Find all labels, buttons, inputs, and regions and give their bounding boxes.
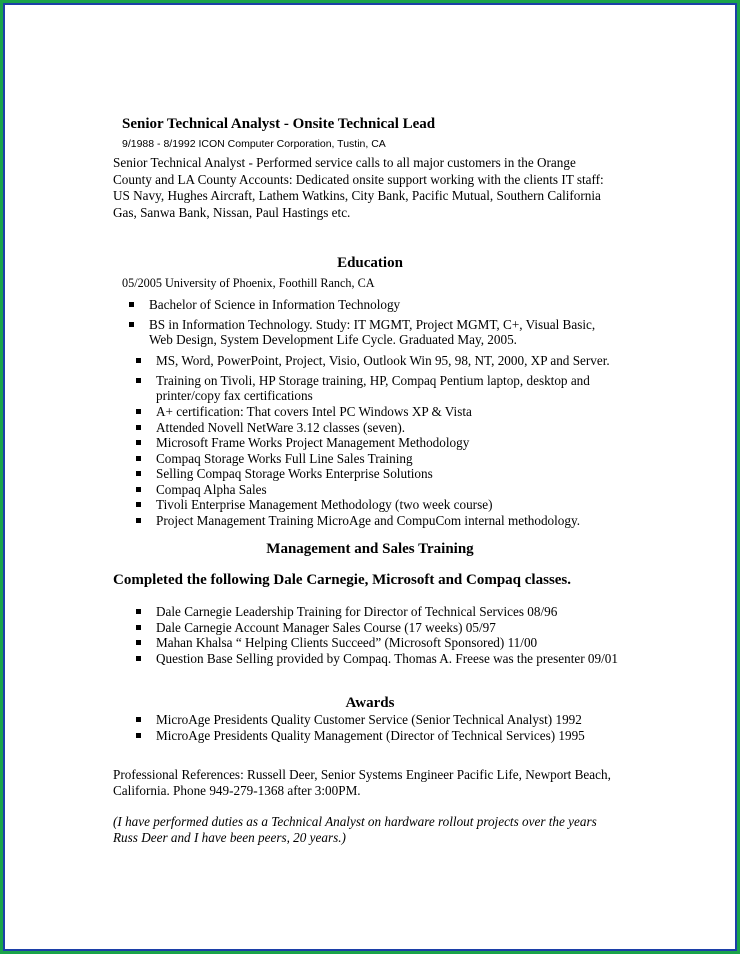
- list-item: Microsoft Frame Works Project Management Methodology: [156, 435, 626, 451]
- bullet-icon: [136, 625, 141, 630]
- bullet-icon: [136, 609, 141, 614]
- list-item: Selling Compaq Storage Works Enterprise Solutions: [156, 466, 626, 482]
- bullet-icon: [136, 518, 141, 523]
- awards-list: [156, 712, 626, 743]
- awards-heading: Awards: [345, 695, 395, 711]
- education-list-training: [156, 353, 626, 408]
- list-item: Tivoli Enterprise Management Methodology (two week course): [156, 497, 626, 513]
- bullet-icon: [136, 640, 141, 645]
- list-item: Mahan Khalsa “ Helping Clients Succeed” (Microsoft Sponsored) 11/00: [156, 635, 626, 651]
- list-item: Question Base Selling provided by Compaq. Thomas A. Freese was the presenter 09/01: [156, 651, 626, 667]
- list-item: Attended Novell NetWare 3.12 classes (seven).: [156, 420, 626, 436]
- bullet-icon: [136, 502, 141, 507]
- bullet-icon: [136, 717, 141, 722]
- list-item: Bachelor of Science in Information Technology: [149, 297, 619, 313]
- bullet-icon: [129, 302, 134, 307]
- bullet-icon: [136, 358, 141, 363]
- bullet-icon: [136, 471, 141, 476]
- bullet-icon: [129, 322, 134, 327]
- bullet-icon: [136, 440, 141, 445]
- management-heading: Management and Sales Training: [266, 541, 474, 557]
- job-dates-company: 9/1988 - 8/1992 ICON Computer Corporation, Tustin, CA: [122, 138, 386, 150]
- list-item: MS, Word, PowerPoint, Project, Visio, Outlook Win 95, 98, NT, 2000, XP and Server.: [156, 353, 626, 369]
- list-item: Training on Tivoli, HP Storage training, HP, Compaq Pentium laptop, desktop and printer/copy fax certifications: [156, 373, 626, 404]
- bullet-icon: [136, 656, 141, 661]
- list-item: Compaq Storage Works Full Line Sales Training: [156, 451, 626, 467]
- bullet-icon: [136, 733, 141, 738]
- management-training-list: [156, 604, 626, 666]
- completed-classes-heading: Completed the following Dale Carnegie, Microsoft and Compaq classes.: [113, 572, 572, 588]
- list-item: MicroAge Presidents Quality Customer Service (Senior Technical Analyst) 1992: [156, 712, 626, 728]
- list-item: Project Management Training MicroAge and CompuCom internal methodology.: [156, 513, 626, 529]
- list-item: Dale Carnegie Account Manager Sales Course (17 weeks) 05/97: [156, 620, 626, 636]
- bullet-icon: [136, 425, 141, 430]
- education-heading: Education: [337, 255, 403, 271]
- job-description: Senior Technical Analyst - Performed service calls to all major customers in the Orange County and LA County Accounts: Dedicated onsite support working with the clients IT staff: US Navy, Hughes Aircraft, Lathem Watkins, City Bank, Pacific Mutual, Southern California Gas, Sanwa Bank, Nissan, Paul Hastings etc.: [113, 155, 604, 221]
- list-item: Compaq Alpha Sales: [156, 482, 626, 498]
- bullet-icon: [136, 378, 141, 383]
- list-item: BS in Information Technology. Study: IT MGMT, Project MGMT, C+, Visual Basic, Web Design, System Development Life Cycle. Graduated May, 2005.: [149, 317, 619, 348]
- bullet-icon: [136, 409, 141, 414]
- references-note: (I have performed duties as a Technical Analyst on hardware rollout projects over the years Russ Deer and I have been peers, 20 years.): [113, 814, 597, 845]
- education-list-degrees: [149, 297, 619, 352]
- list-item: MicroAge Presidents Quality Management (Director of Technical Services) 1995: [156, 728, 626, 744]
- list-item: A+ certification: That covers Intel PC Windows XP & Vista: [156, 404, 626, 420]
- bullet-icon: [136, 487, 141, 492]
- professional-references: Professional References: Russell Deer, Senior Systems Engineer Pacific Life, Newport Beach, California. Phone 949-279-1368 after 3:00PM.: [113, 767, 611, 798]
- education-institution: 05/2005 University of Phoenix, Foothill Ranch, CA: [122, 276, 375, 290]
- bullet-icon: [136, 456, 141, 461]
- list-item: Dale Carnegie Leadership Training for Director of Technical Services 08/96: [156, 604, 626, 620]
- job-title: Senior Technical Analyst - Onsite Technical Lead: [122, 116, 436, 132]
- education-list-certifications: [156, 404, 626, 528]
